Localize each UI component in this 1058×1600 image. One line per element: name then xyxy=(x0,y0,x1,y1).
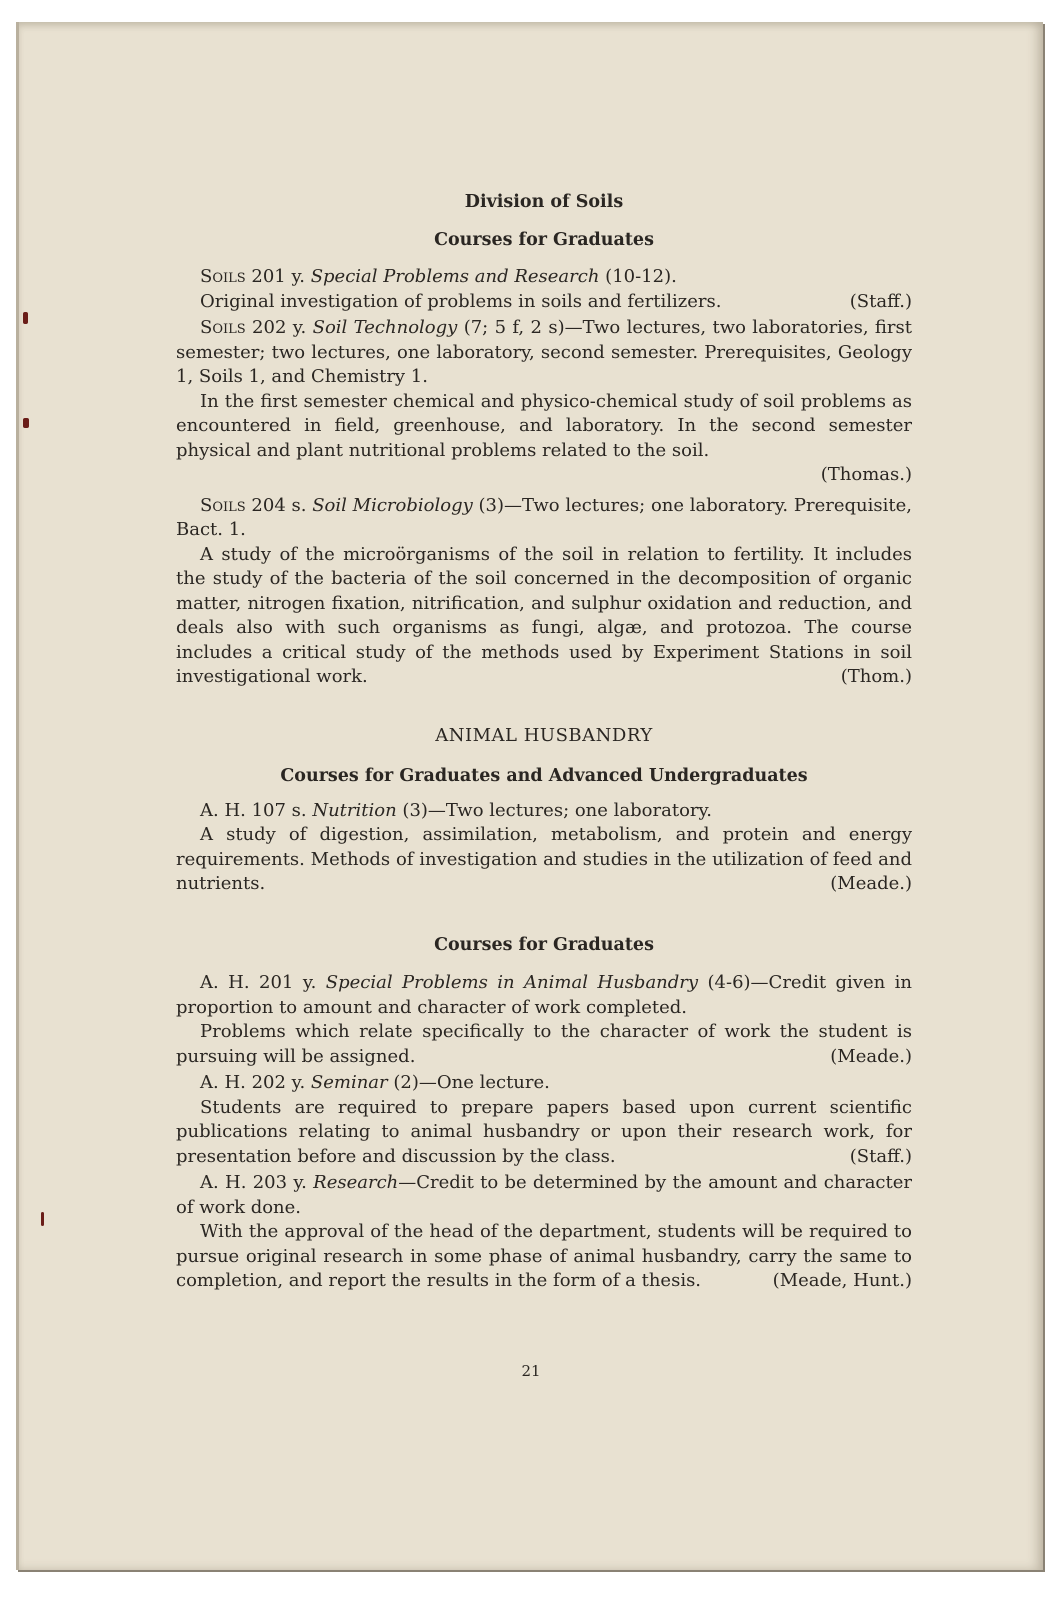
course-heading xyxy=(176,316,912,390)
description-text: Problems which relate specifically to the character of work the student is pursuing will be assigned. xyxy=(176,1021,912,1067)
course-description xyxy=(176,823,912,897)
course-title: Soil Technology xyxy=(312,317,458,338)
instructor-credit: (Staff.) xyxy=(849,290,912,312)
course-dept: Soils xyxy=(200,494,246,516)
description-text: A study of digestion, assimilation, metabolism, and protein and energy requirements. Methods of investigation and studies in the utilization of feed and nutrients. xyxy=(176,824,912,894)
course-soils-204 xyxy=(176,494,912,690)
course-heading xyxy=(176,1171,912,1220)
description-text: Students are required to prepare papers based upon current scientific publications relating to animal husbandry or upon their research work, for presentation before and discussion by the class. xyxy=(176,1096,912,1167)
course-title: Research xyxy=(313,1172,399,1193)
course-description xyxy=(176,1096,912,1170)
soils-graduate-heading: Courses for Graduates xyxy=(434,229,654,250)
course-title: Special Problems in Animal Husbandry xyxy=(325,972,699,993)
instructor-credit: (Staff.) xyxy=(849,1145,912,1167)
course-description xyxy=(176,290,912,315)
division-title: Division of Soils xyxy=(464,192,624,212)
course-title: Special Problems and Research xyxy=(310,266,600,287)
course-details: (7; 5 f, 2 s)—Two lectures, two laboratories, first semester; two lectures, one laboratory, second semester. Prerequisites, Geology 1, Soils 1, and Chemistry 1. xyxy=(176,317,912,387)
course-details: —Credit to be determined by the amount and character of work done. xyxy=(176,1172,912,1218)
ah-graduate-heading: Courses for Graduates xyxy=(434,934,654,955)
instructor-credit: (Thomas.) xyxy=(820,464,912,485)
course-number: A. H. 203 y. xyxy=(200,1172,314,1193)
course-description xyxy=(176,543,912,690)
course-description: In the first semester chemical and physico-chemical study of soil problems as encountered in field, greenhouse, and laboratory. In the second semester physical and plant nutritional problems related to the soil. xyxy=(176,390,912,461)
course-ah-107 xyxy=(176,799,912,897)
section-title: ANIMAL HUSBANDRY xyxy=(435,724,653,746)
course-dept: Soils xyxy=(200,317,246,338)
ah-advanced-heading: Courses for Graduates and Advanced Undergraduates xyxy=(280,766,808,786)
course-ah-201 xyxy=(176,971,912,1069)
course-number: 202 y. xyxy=(245,317,313,338)
description-text: A study of the microörganisms of the soil in relation to fertility. It includes the study of the bacteria of the soil concerned in the decomposition of organic matter, nitrogen fixation, nitrification, and sulphur oxidation and reduction, and deals also with such organisms as fungi, algæ, and protozoa. The course includes a critical study of the methods used by Experiment Stations in soil investigational work. xyxy=(176,543,912,687)
course-number: A. H. 201 y. xyxy=(200,972,326,993)
course-soils-202 xyxy=(176,316,912,488)
course-details: (4-6)—Credit given in proportion to amount and character of work completed. xyxy=(176,972,913,1018)
description-text: With the approval of the head of the department, students will be required to pursue original research in some phase of animal husbandry, carry the same to completion, and report the results in the form of a thesis. xyxy=(176,1221,912,1291)
course-ah-202 xyxy=(176,1071,912,1169)
course-heading xyxy=(176,494,912,543)
instructor-credit: (Meade.) xyxy=(830,873,912,894)
course-details: (3)—Two lectures; one laboratory. xyxy=(396,799,713,821)
course-number: 204 s. xyxy=(245,494,313,516)
course-ah-203 xyxy=(176,1171,912,1294)
course-title: Soil Microbiology xyxy=(312,494,473,516)
binding-mark xyxy=(23,312,28,324)
course-details: (10-12). xyxy=(599,266,677,287)
course-number: A. H. 202 y. xyxy=(200,1072,311,1093)
catalog-page xyxy=(16,22,1043,1570)
course-number: A. H. 107 s. xyxy=(200,799,313,821)
course-soils-201 xyxy=(176,265,912,314)
course-dept: Soils xyxy=(200,266,246,287)
instructor-credit: (Meade.) xyxy=(830,1045,912,1067)
course-heading xyxy=(176,265,912,290)
course-details: (3)—Two lectures; one laboratory. Prerequisite, Bact. 1. xyxy=(176,494,912,540)
course-description xyxy=(176,1220,912,1294)
course-title: Seminar xyxy=(310,1072,388,1093)
description-text: Original investigation of problems in soils and fertilizers. xyxy=(200,290,722,312)
course-heading xyxy=(176,1071,912,1096)
instructor-credit: (Meade, Hunt.) xyxy=(772,1270,912,1291)
course-heading xyxy=(176,799,912,824)
course-number: 201 y. xyxy=(245,266,311,287)
course-details: (2)—One lecture. xyxy=(387,1072,550,1093)
instructor-credit: (Thom.) xyxy=(840,666,912,687)
course-description xyxy=(176,1020,912,1069)
course-heading xyxy=(176,971,912,1020)
course-title: Nutrition xyxy=(312,799,397,821)
page-content xyxy=(176,190,912,1294)
binding-mark xyxy=(41,1212,44,1226)
page-number: 21 xyxy=(521,1362,541,1380)
binding-mark xyxy=(23,418,29,428)
